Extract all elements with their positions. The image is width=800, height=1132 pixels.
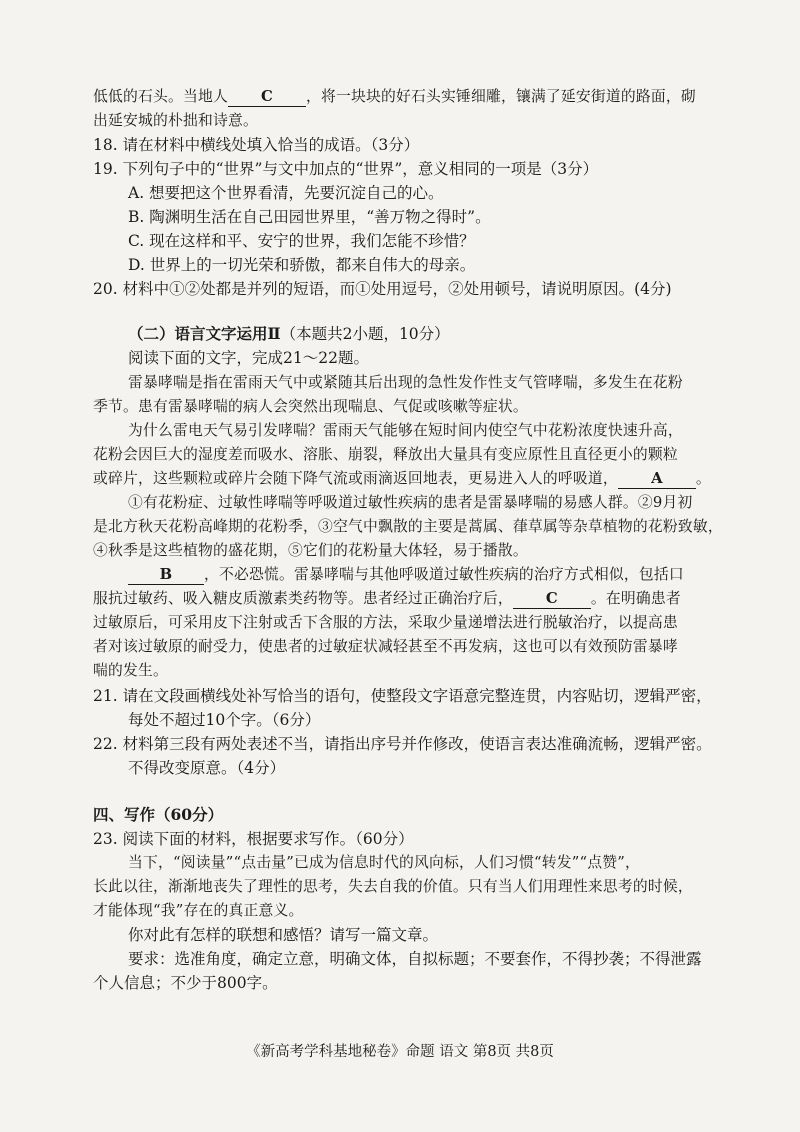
question-text: 请在材料中横线处填入恰当的成语。（3分） bbox=[122, 136, 420, 154]
question-21-line-2: 每处不超过10个字。（6分） bbox=[128, 711, 321, 729]
passage-p1-line-2: 季节。患有雷暴哮喘的病人会突然出现喘息、气促或咳嗽等症状。 bbox=[93, 398, 528, 415]
question-22-line-2: 不得改变原意。（4分） bbox=[128, 759, 286, 777]
question-22 bbox=[93, 733, 740, 755]
question-text: 下列句子中的“世界”与文中加点的“世界”，意义相同的一项是（3分） bbox=[122, 160, 599, 178]
section-title: （二）语言文字运用Ⅱ bbox=[128, 324, 281, 343]
passage-p4-line-5: 喘的发生。 bbox=[93, 662, 168, 679]
passage-p4-line-4: 者对该过敏原的耐受力，使患者的过敏症状减轻甚至不再发病，这也可以有效预防雷暴哮 bbox=[93, 638, 678, 655]
section-2-heading bbox=[128, 323, 740, 345]
passage-top-line-2: 出延安城的朴拙和诗意。 bbox=[93, 112, 258, 129]
passage-p3-line-3: ④秋季是这些植物的盛花期，⑤它们的花粉量大体轻，易于播散。 bbox=[93, 542, 528, 559]
writing-prompt: 你对此有怎样的联想和感悟？请写一篇文章。 bbox=[128, 926, 439, 944]
blank-b: B bbox=[128, 566, 204, 585]
material-line-2: 长此以往，渐渐地丧失了理性的思考，失去自我的价值。只有当人们用理性来思考的时候， bbox=[93, 878, 693, 895]
writing-requirements-2: 个人信息；不少于800字。 bbox=[93, 974, 278, 992]
question-20 bbox=[93, 278, 740, 300]
text: 低低的石头。当地人 bbox=[93, 88, 228, 105]
passage-p4-line-1 bbox=[128, 564, 740, 586]
question-number: 23. bbox=[93, 830, 118, 848]
question-number: 18. bbox=[93, 136, 118, 154]
passage-p4-line-3: 过敏原后，可采用皮下注射或舌下含服的方法，采取少量递增法进行脱敏治疗，以提高患 bbox=[93, 614, 678, 631]
question-18 bbox=[93, 134, 740, 156]
option-d: D. 世界上的一切光荣和骄傲，都来自伟大的母亲。 bbox=[128, 256, 476, 274]
question-21 bbox=[93, 685, 740, 707]
question-text: 材料第三段有两处表述不当，请指出序号并作修改，使语言表达准确流畅，逻辑严密。 bbox=[122, 735, 712, 753]
material-line-3: 才能体现“我”存在的真正意义。 bbox=[93, 902, 304, 919]
text: 或碎片，这些颗粒或碎片会随下降气流或雨滴返回地表，更易进入人的呼吸道， bbox=[93, 470, 618, 487]
option-a: A. 想要把这个世界看清，先要沉淀自己的心。 bbox=[128, 184, 444, 202]
passage-p2-line-1: 为什么雷电天气易引发哮喘？雷雨天气能够在短时间内使空气中花粉浓度快速升高， bbox=[128, 422, 683, 439]
passage-p2-line-3 bbox=[93, 468, 740, 490]
blank-c: C bbox=[228, 88, 306, 107]
text: 服抗过敏药、吸入糖皮质激素类药物等。患者经过正确治疗后， bbox=[93, 590, 513, 607]
text: 。在明确患者 bbox=[590, 590, 681, 607]
text: 。 bbox=[695, 470, 711, 487]
question-text: 材料中①②处都是并列的短语，而①处用逗号，②处用顿号，请说明原因。(4分) bbox=[122, 280, 672, 298]
passage-p3-line-1: ①有花粉症、过敏性哮喘等呼吸道过敏性疾病的患者是雷暴哮喘的易感人群。②9月初 bbox=[128, 494, 693, 511]
question-number: 22. bbox=[93, 735, 118, 753]
question-number: 20. bbox=[93, 280, 118, 298]
page-footer: 《新高考学科基地秘卷》命题 语文 第8页 共8页 bbox=[246, 1044, 554, 1060]
passage-p2-line-2: 花粉会因巨大的湿度差而吸水、溶胀、崩裂，释放出大量具有变应原性且直径更小的颗粒 bbox=[93, 446, 678, 463]
passage-p3-line-2: 是北方秋天花粉高峰期的花粉季，③空气中飘散的主要是蒿属、葎草属等杂草植物的花粉致敏， bbox=[93, 518, 723, 535]
option-b: B. 陶渊明生活在自己田园世界里，“善万物之得时”。 bbox=[128, 208, 491, 226]
question-text: 阅读下面的材料，根据要求写作。（60分） bbox=[122, 830, 414, 848]
question-number: 21. bbox=[93, 687, 118, 705]
question-text: 请在文段画横线处补写恰当的语句，使整段文字语意完整连贯，内容贴切，逻辑严密， bbox=[122, 687, 712, 705]
question-19 bbox=[93, 158, 740, 180]
blank-c2: C bbox=[513, 590, 591, 609]
section-2-intro: 阅读下面的文字，完成21～22题。 bbox=[128, 349, 369, 367]
writing-requirements-1: 要求：选准角度，确定立意，明确文体，自拟标题；不要套作，不得抄袭；不得泄露 bbox=[128, 950, 702, 968]
section-note: （本题共2小题，10分） bbox=[280, 325, 450, 343]
passage-p4-line-2 bbox=[93, 588, 740, 610]
text: ，将一块块的好石头实锤细雕，镶满了延安街道的路面，砌 bbox=[305, 88, 696, 105]
blank-a: A bbox=[618, 470, 696, 489]
option-c: C. 现在这样和平、安宁的世界，我们怎能不珍惜？ bbox=[128, 232, 475, 250]
passage-p1-line-1: 雷暴哮喘是指在雷雨天气中或紧随其后出现的急性发作性支气管哮喘，多发生在花粉 bbox=[128, 374, 683, 391]
section-4-heading: 四、写作（60分） bbox=[93, 805, 224, 824]
question-number: 19. bbox=[93, 160, 118, 178]
material-line-1: 当下，“阅读量”“点击量”已成为信息时代的风向标，人们习惯“转发”“点赞”， bbox=[128, 854, 641, 871]
question-23 bbox=[93, 828, 740, 850]
passage-top-line-1 bbox=[93, 86, 740, 108]
text: ，不必恐慌。雷暴哮喘与其他呼吸道过敏性疾病的治疗方式相似，包括口 bbox=[204, 566, 684, 583]
